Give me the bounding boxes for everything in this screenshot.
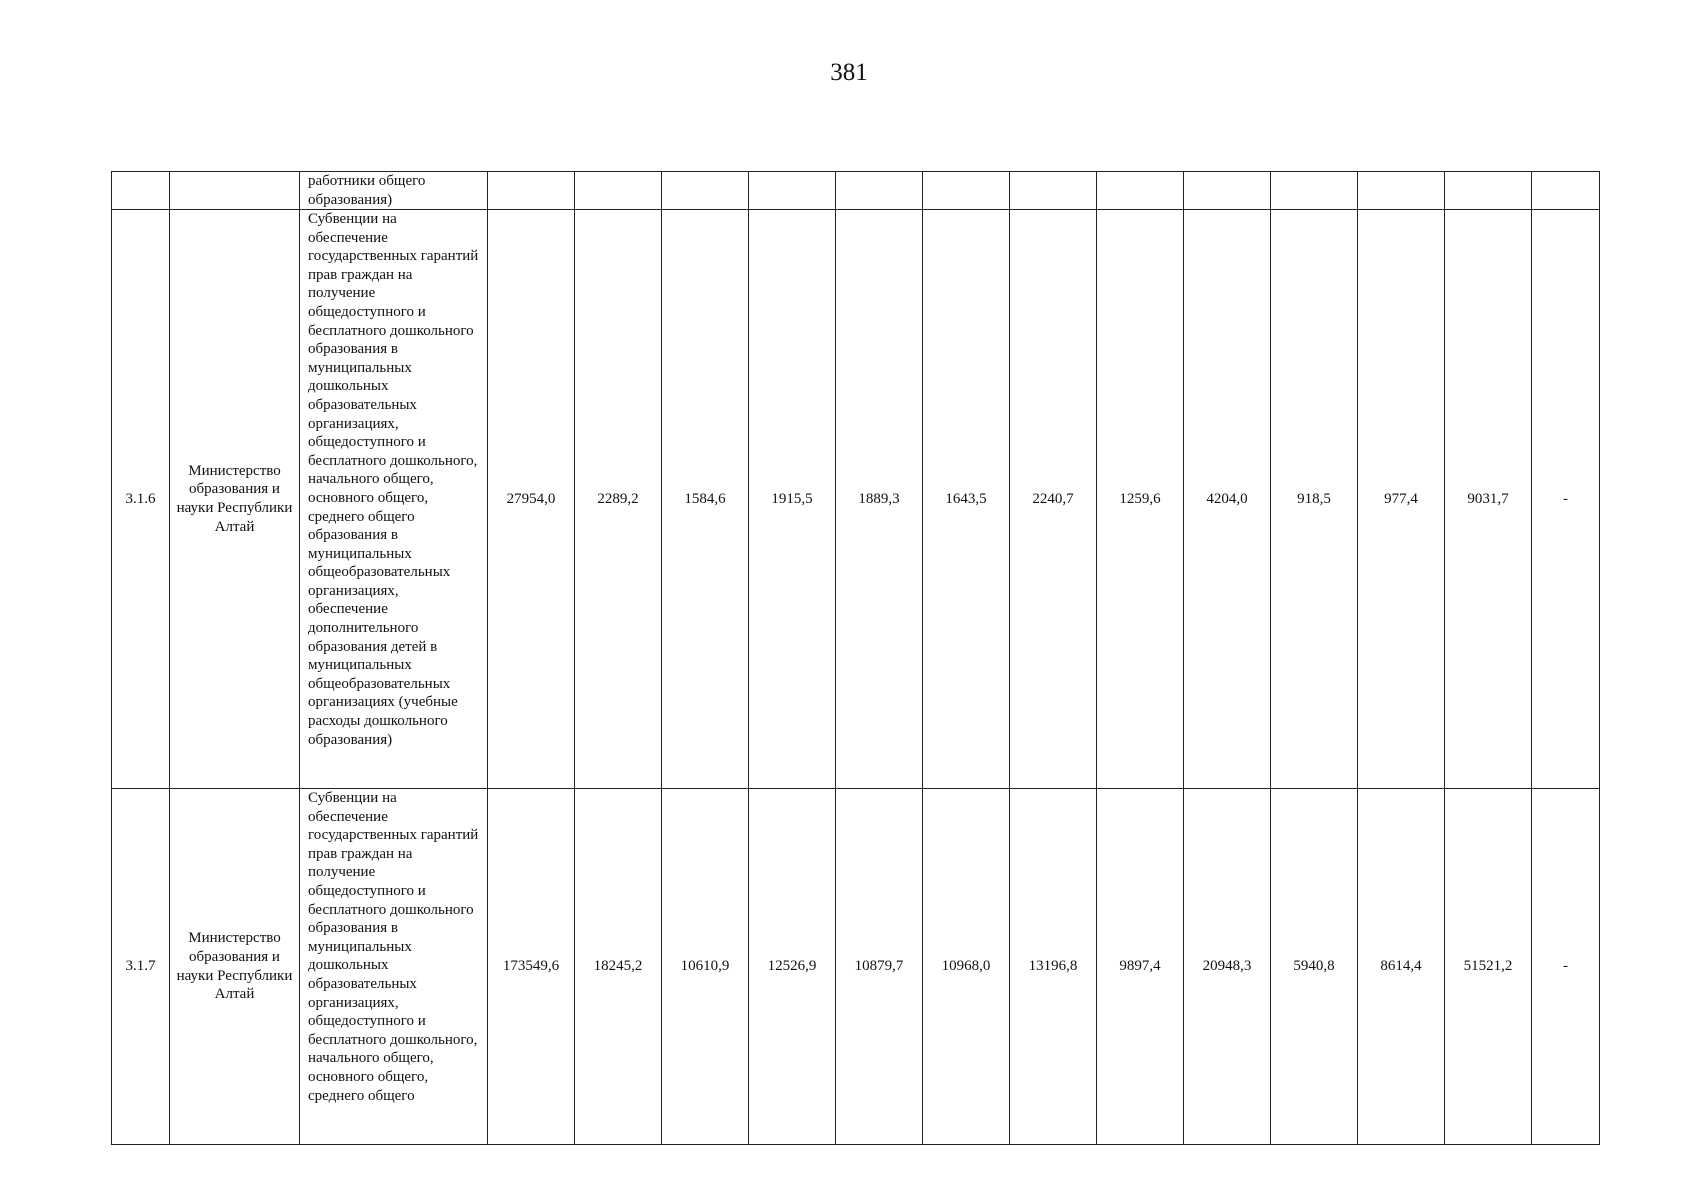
budget-table	[111, 171, 1600, 1145]
value-cell: 9031,7	[1445, 210, 1532, 789]
value-cell: 13196,8	[1010, 789, 1097, 1145]
row-id-cell: 3.1.6	[112, 210, 170, 789]
row-id-cell	[112, 172, 170, 210]
value-cell	[1358, 172, 1445, 210]
page-number: 381	[830, 59, 868, 86]
row-id-cell: 3.1.7	[112, 789, 170, 1145]
value-cell	[1532, 172, 1600, 210]
value-cell: 2289,2	[575, 210, 662, 789]
description-cell	[300, 172, 488, 210]
value-cell	[1097, 172, 1184, 210]
value-cell: 2240,7	[1010, 210, 1097, 789]
value-cell: 918,5	[1271, 210, 1358, 789]
description-text: Субвенции на обеспечение государственных гарантий прав граждан на получение общедоступного и бесплатного дошкольного образования в муниципальных дошкольных образовательных организациях, общедоступного и бесплатного дошкольного, начального общего, основного общего, среднего общего	[308, 790, 479, 1104]
org-cell: Министерство образования и науки Республики Алтай	[170, 789, 300, 1145]
value-cell	[1445, 172, 1532, 210]
value-cell	[488, 172, 575, 210]
value-cell: 9897,4	[1097, 789, 1184, 1145]
description-text: работники общего образования)	[308, 173, 426, 208]
table-row	[112, 172, 1600, 210]
table-row	[112, 210, 1600, 789]
value-cell: 10610,9	[662, 789, 749, 1145]
value-cell	[1184, 172, 1271, 210]
value-cell: 10879,7	[836, 789, 923, 1145]
value-cell: 1889,3	[836, 210, 923, 789]
value-cell: 12526,9	[749, 789, 836, 1145]
value-cell	[1010, 172, 1097, 210]
value-cell: 8614,4	[1358, 789, 1445, 1145]
description-cell	[300, 210, 488, 789]
org-cell: Министерство образования и науки Республики Алтай	[170, 210, 300, 789]
value-cell: 173549,6	[488, 789, 575, 1145]
value-cell	[1271, 172, 1358, 210]
value-cell: 5940,8	[1271, 789, 1358, 1145]
value-cell	[662, 172, 749, 210]
value-cell	[749, 172, 836, 210]
value-cell	[923, 172, 1010, 210]
value-cell: 1259,6	[1097, 210, 1184, 789]
value-cell: -	[1532, 210, 1600, 789]
value-cell: 4204,0	[1184, 210, 1271, 789]
value-cell	[836, 172, 923, 210]
table-row	[112, 789, 1600, 1145]
value-cell: 27954,0	[488, 210, 575, 789]
value-cell: -	[1532, 789, 1600, 1145]
value-cell: 977,4	[1358, 210, 1445, 789]
value-cell: 1915,5	[749, 210, 836, 789]
value-cell: 51521,2	[1445, 789, 1532, 1145]
description-text: Субвенции на обеспечение государственных гарантий прав граждан на получение общедоступного и бесплатного дошкольного образования в муниципальных дошкольных образовательных организациях, общедоступного и бесплатного дошкольного, начального общего, основного общего, среднего общего образования в муниципальных общеобразовательных организациях, обеспечение дополнительного образования детей в муниципальных общеобразовательных организациях (учебные расходы дошкольного образования)	[308, 211, 479, 748]
description-cell	[300, 789, 488, 1145]
value-cell: 18245,2	[575, 789, 662, 1145]
value-cell: 1643,5	[923, 210, 1010, 789]
org-cell	[170, 172, 300, 210]
value-cell: 20948,3	[1184, 789, 1271, 1145]
value-cell: 1584,6	[662, 210, 749, 789]
value-cell	[575, 172, 662, 210]
value-cell: 10968,0	[923, 789, 1010, 1145]
